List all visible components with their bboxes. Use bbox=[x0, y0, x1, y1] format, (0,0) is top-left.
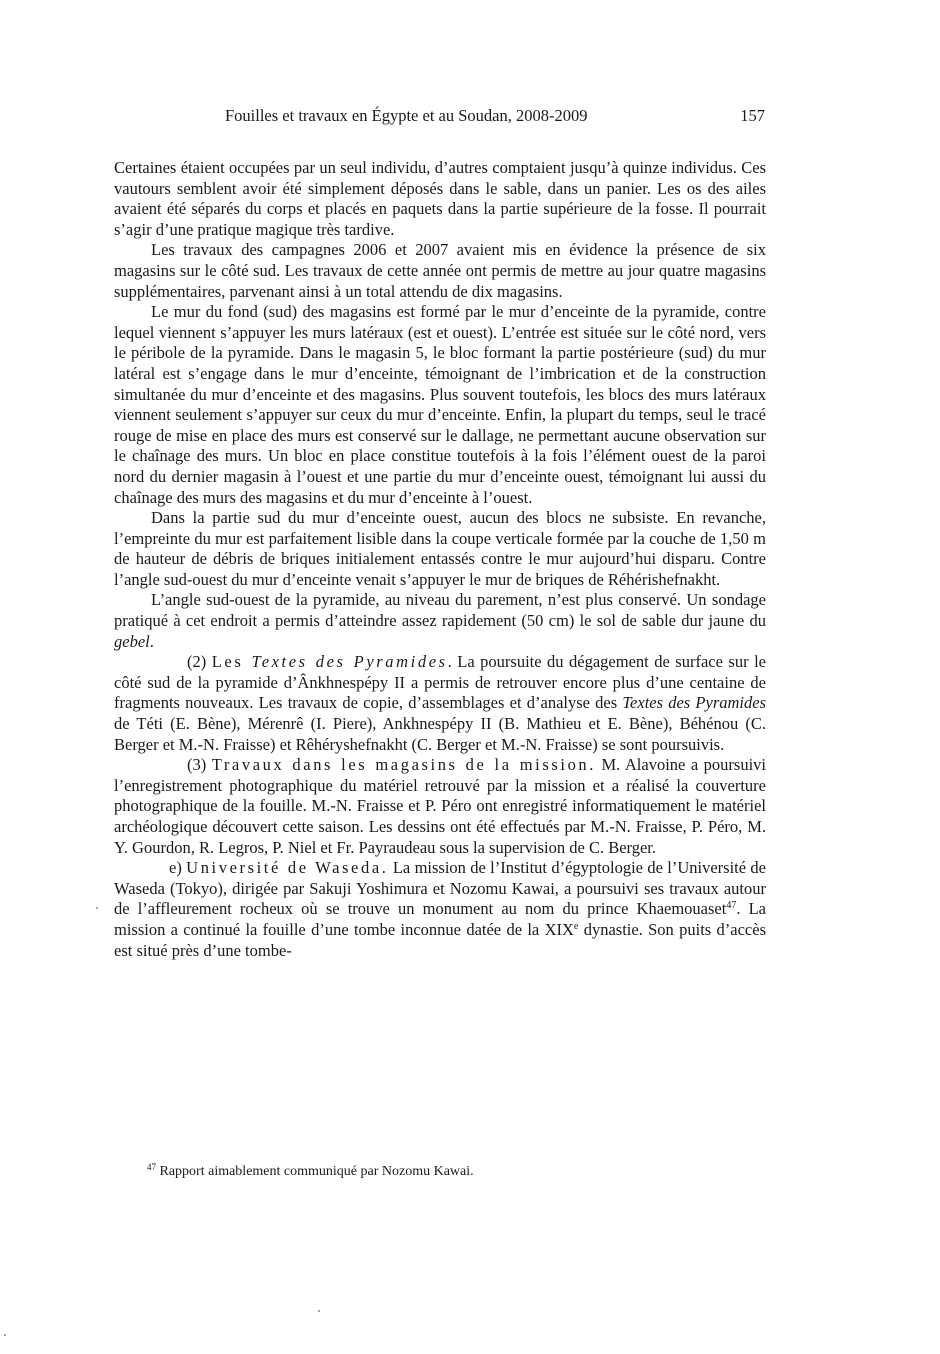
body-text bbox=[114, 158, 766, 961]
section-heading-les: Les bbox=[211, 652, 252, 672]
running-title: Fouilles et travaux en Égypte et au Soudan, 2008-2009 bbox=[225, 106, 588, 125]
paragraph-5-gebel: gebel bbox=[114, 631, 150, 651]
paragraph-6-italic: Textes des Pyramides bbox=[622, 693, 767, 713]
paragraph-textes-des-pyramides bbox=[114, 652, 766, 755]
paragraph-3: Le mur du fond (sud) des magasins est formé par le mur d’enceinte de la pyramide, contre lequel viennent s’appuyer les murs latéraux (est et ouest). L’entrée est située sur le côté nord, vers le péribole de la pyramide. Dans le magasin 5, le bloc formant la partie postérieure (sud) du mur latéral est s’engage dans le mur d’enceinte, témoignant de l’imbrication et de la construction simultanée du mur d’enceinte et des magasins. Plus souvent toutefois, les blocs des murs latéraux viennent seulement s’appuyer sur ceux du mur d’enceinte. Enfin, la plupart du temps, seul le tracé rouge de mise en place des murs est conservé sur le dallage, ne permettant aucune observation sur le chaînage des murs. Un bloc en place constitue toutefois à la fois l’élément ouest de la paroi nord du dernier magasin à l’ouest et une partie du mur d’enceinte ouest, témoignant lui aussi du chaînage des murs des magasins et du mur d’enceinte à l’ouest. bbox=[114, 302, 766, 507]
paragraph-8-text-c: dynastie. Son puits d’accès est situé près d’une tombe- bbox=[114, 919, 766, 960]
footnote-number: 47 bbox=[147, 1162, 156, 1172]
paragraph-8-text-a: La mission de l’Institut d’égyptologie de l’Université de Waseda (Tokyo), dirigée par Sakuji Yoshimura et Nozomu Kawai, a poursuivi ses travaux autour de l’affleurement rocheux où se trouve un monument au nom du prince Khaemouaset bbox=[114, 858, 766, 919]
footnote-reference[interactable]: 47 bbox=[726, 900, 737, 912]
running-header bbox=[115, 106, 765, 128]
scan-speck bbox=[318, 1310, 320, 1312]
paragraph-8-text-b: . La mission a continué la fouille d’une tombe inconnue datée de la XIX bbox=[114, 899, 766, 939]
paragraph-5-end: . bbox=[149, 631, 154, 651]
section-heading-travaux: Travaux dans les magasins de la mission. bbox=[211, 755, 596, 775]
section-number-2: (2) bbox=[187, 652, 212, 672]
page-number: 157 bbox=[740, 106, 765, 125]
scan-speck bbox=[4, 1334, 6, 1336]
footnote bbox=[147, 1163, 767, 1181]
superscript-e: e bbox=[573, 920, 579, 932]
paragraph-1: Certaines étaient occupées par un seul individu, d’autres comptaient jusqu’à quinze individus. Ces vautours semblent avoir été simplement déposés dans le sable, dans un panier. Les os des ailes avaient été séparés du corps et placés en paquets dans la partie supérieure de la fosse. Il pourrait s’agir d’une pratique magique très tardive. bbox=[114, 158, 766, 239]
paragraph-5 bbox=[114, 590, 766, 652]
paragraph-6-text-b: de Téti (E. Bène), Mérenrê (I. Piere), Ankhnespépy II (B. Mathieu et E. Bène), Béhénou (C. Berger et M.-N. Fraisse) et Rêhéryshefnakht (C. Berger et M.-N. Fraisse) se sont poursuivis. bbox=[114, 714, 766, 754]
paragraph-4: Dans la partie sud du mur d’enceinte ouest, aucun des blocs ne subsiste. En revanche, l’empreinte du mur est parfaitement lisible dans la coupe verticale formée par la couche de 1,50 m de hauteur de débris de briques initialement entassés contre le mur aujourd’hui disparu. Contre l’angle sud-ouest du mur d’enceinte venait s’appuyer le mur de briques de Réhérishefnakht. bbox=[114, 508, 766, 589]
scan-speck bbox=[96, 907, 98, 909]
section-heading-waseda: Université de Waseda. bbox=[186, 858, 389, 878]
paragraph-7-text: M. Alavoine a poursuivi l’enregistrement photographique du matériel retrouvé par la mission et a réalisé la couverture photographique de la fouille. M.-N. Fraisse et P. Péro ont enregistré informatiquement le matériel archéologique découvert cette saison. Les dessins ont été effectués par M.-N. Fraisse, P. Péro, M. Y. Gourdon, R. Legros, P. Niel et Fr. Payraudeau sous la supervision de C. Berger. bbox=[114, 755, 766, 857]
paragraph-travaux-magasins bbox=[114, 755, 766, 858]
paragraph-6-text-a: . La poursuite du dégagement de surface sur le côté sud de la pyramide d’Ânkhnespépy II a permis de retrouver encore plus d’une centaine de fragments nouveaux. Les travaux de copie, d’assemblages et d’analyse des bbox=[114, 652, 766, 713]
section-number-3: (3) bbox=[187, 755, 212, 775]
paragraph-5-text: L’angle sud-ouest de la pyramide, au niveau du parement, n’est plus conservé. Un sondage pratiqué à cet endroit a permis d’atteindre assez rapidement (50 cm) le sol de sable dur jaune du bbox=[114, 590, 766, 631]
section-letter-e: e) bbox=[169, 858, 187, 878]
footnote-text: Rapport aimablement communiqué par Nozomu Kawai. bbox=[156, 1164, 474, 1179]
paragraph-2: Les travaux des campagnes 2006 et 2007 avaient mis en évidence la présence de six magasins sur le côté sud. Les travaux de cette année ont permis de mettre au jour quatre magasins supplémentaires, parvenant ainsi à un total attendu de dix magasins. bbox=[114, 240, 766, 301]
paragraph-waseda bbox=[114, 858, 766, 961]
section-heading-textes: Textes des Pyramides bbox=[251, 652, 448, 672]
